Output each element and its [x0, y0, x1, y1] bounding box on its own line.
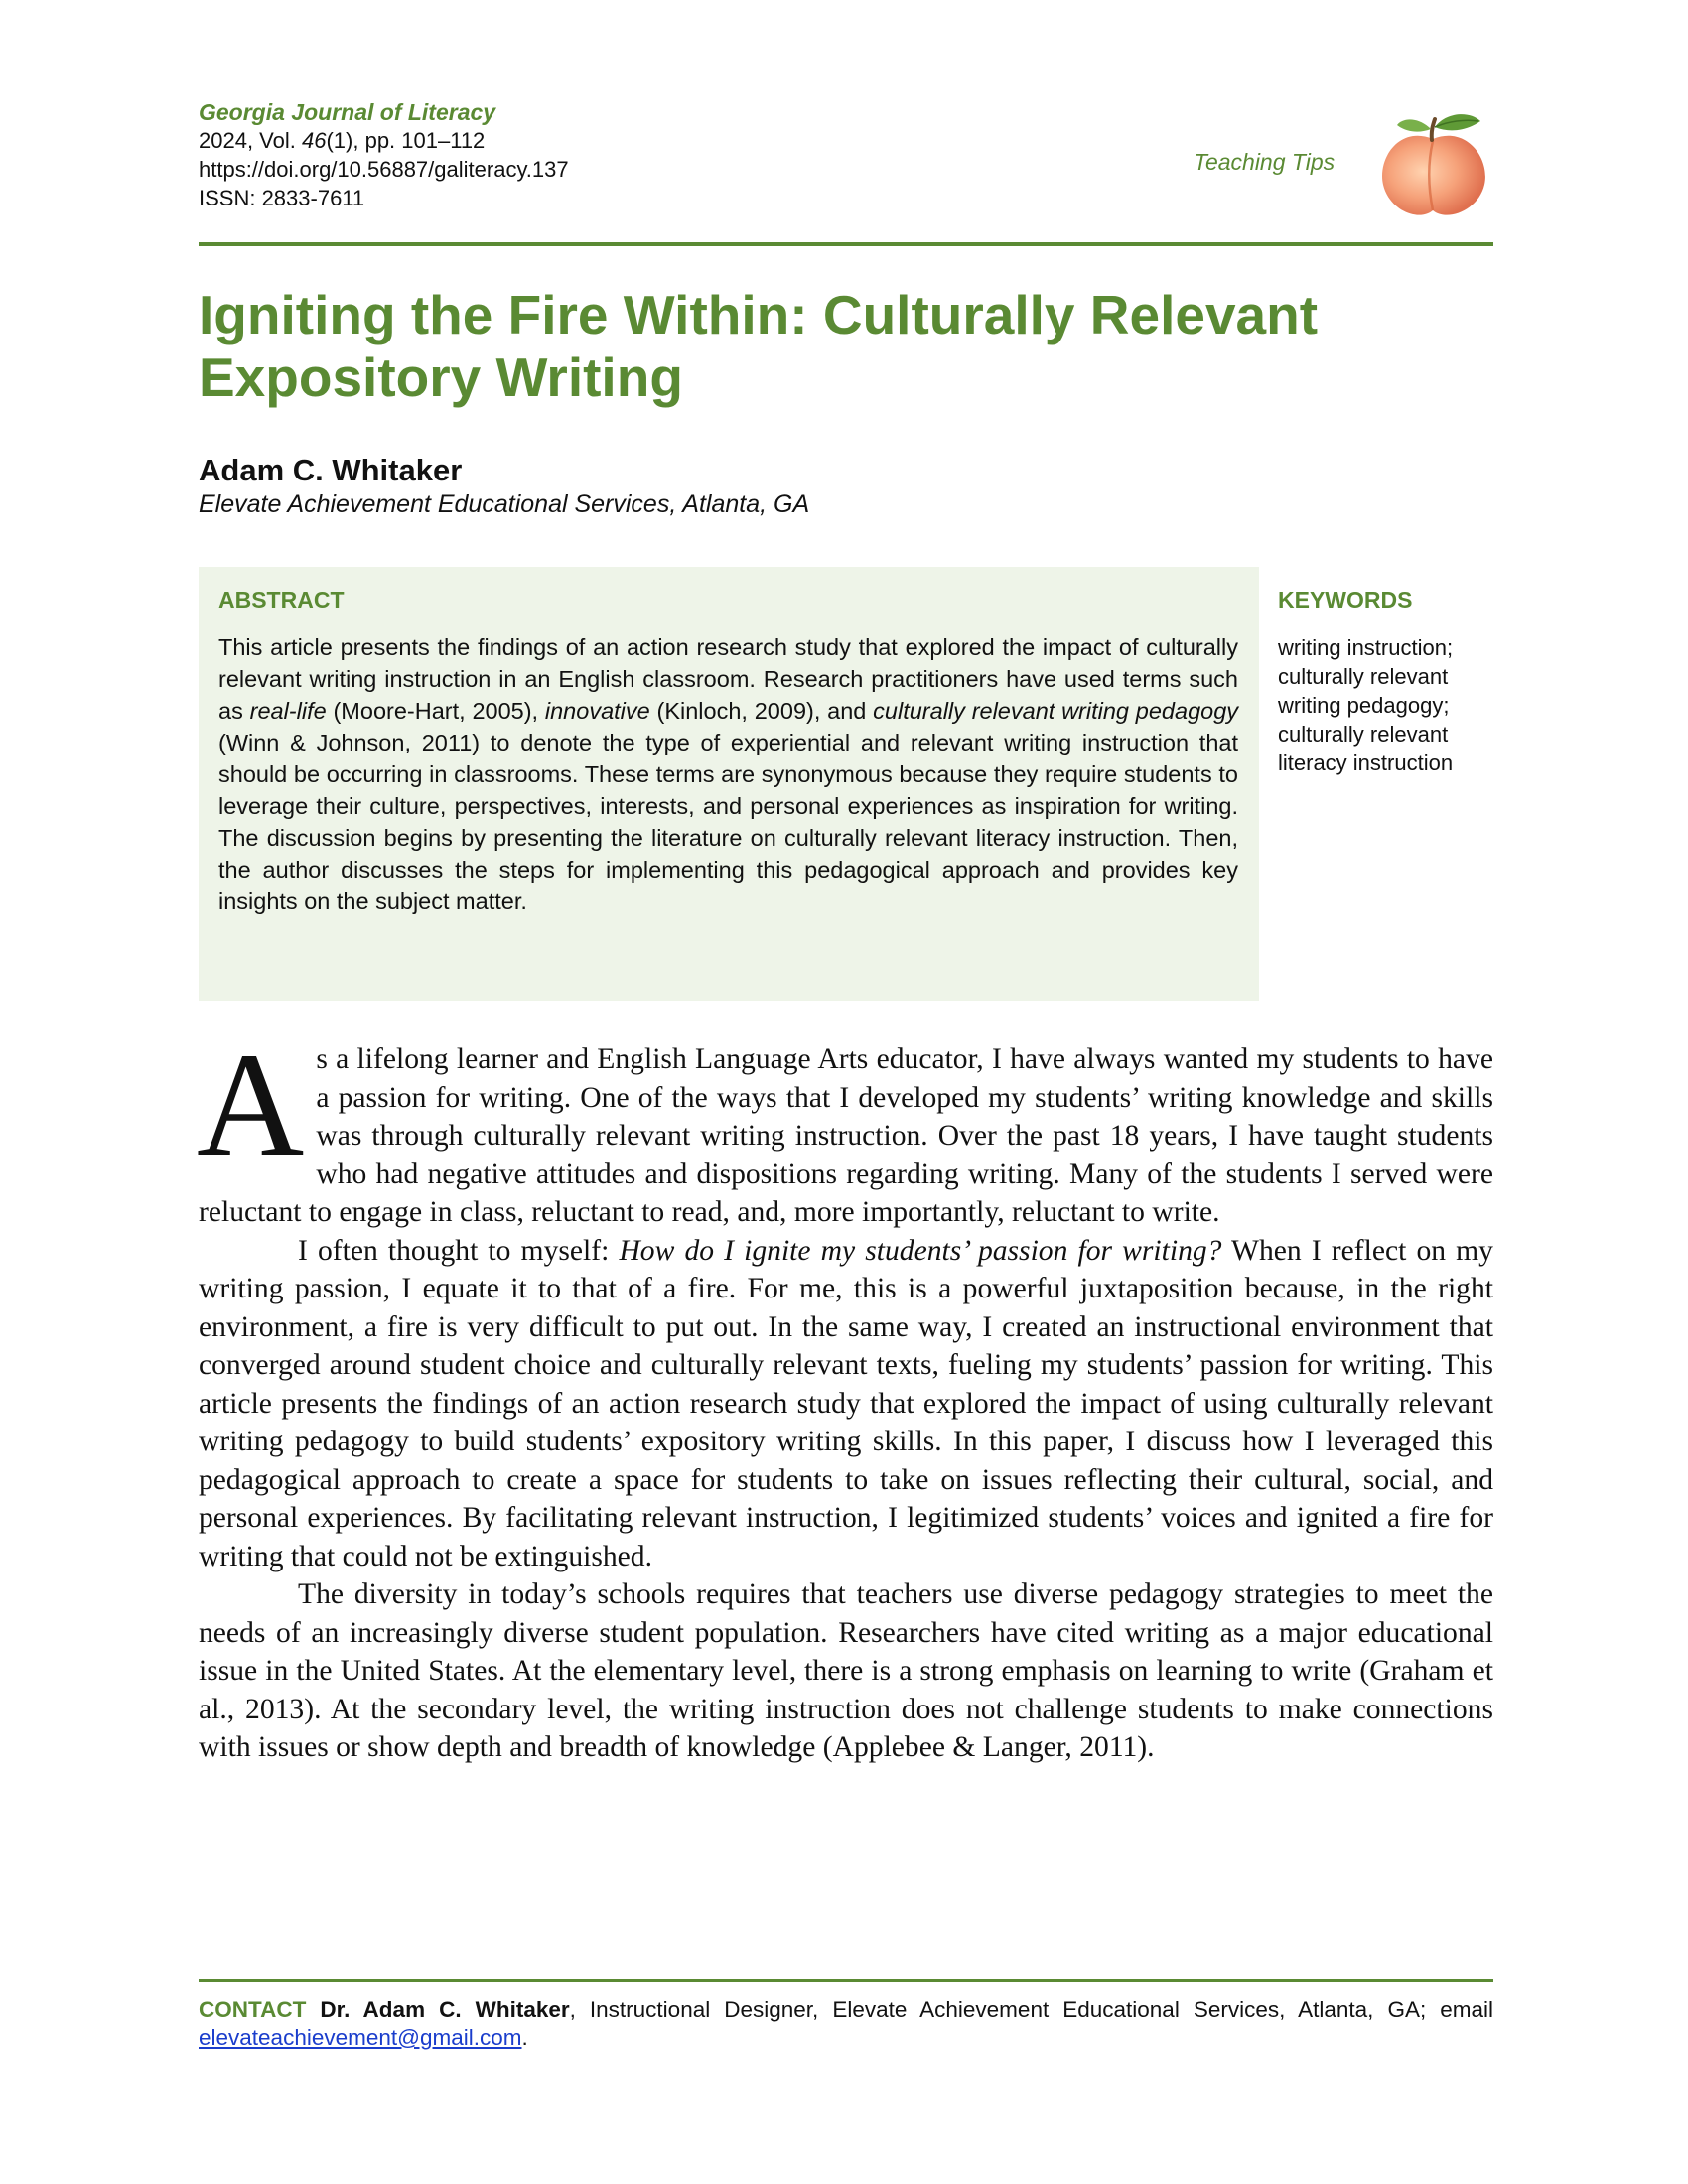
keywords-heading: KEYWORDS — [1278, 587, 1413, 613]
footer-divider — [199, 1979, 1493, 1982]
paragraph-text: I often thought to myself: — [298, 1234, 620, 1267]
abstract-term: culturally relevant writing pedagogy — [873, 698, 1239, 724]
journal-name: Georgia Journal of Literacy — [199, 99, 496, 125]
issue-info — [199, 128, 485, 154]
issue-year: 2024, Vol. — [199, 128, 302, 153]
article-body — [197, 1023, 1493, 1767]
paragraph-text: s a lifelong learner and English Language Arts educator, I have always wanted my students to have a passion for writing. One of the ways that I developed my students’ writing knowledge and skills was through culturally relevant writing instruction. Over the past 18 years, I have taught students who had negative attitudes and dispositions regarding writing. Many of the students I served were reluctant to engage in class, reluctant to read, and, more importantly, reluctant to write. — [199, 1043, 1493, 1228]
keywords-list — [1278, 633, 1491, 777]
keyword-item: culturally relevant writing pedagogy; — [1278, 664, 1450, 718]
contact-info — [199, 1996, 1493, 2052]
abstract-text — [218, 631, 1238, 917]
abstract-term: innovative — [544, 698, 650, 724]
keyword-item: writing instruction; — [1278, 635, 1454, 660]
issue-pages: (1), pp. 101–112 — [326, 128, 486, 153]
abstract-part: (Kinloch, 2009), and — [649, 698, 874, 724]
section-label: Teaching Tips — [1194, 149, 1336, 175]
author-name: Adam C. Whitaker — [199, 453, 463, 487]
issn: ISSN: 2833-7611 — [199, 186, 365, 210]
contact-email-link[interactable]: elevateachievement@gmail.com — [199, 2025, 522, 2050]
contact-name: Dr. Adam C. Whitaker — [320, 1997, 570, 2022]
body-paragraph — [197, 1023, 1493, 1232]
header-divider — [199, 242, 1493, 246]
abstract-box — [199, 567, 1259, 1001]
article-title: Igniting the Fire Within: Culturally Relevant Expository Writing — [199, 284, 1319, 408]
rhetorical-question: How do I ignite my students’ passion for writing? — [619, 1234, 1222, 1267]
keyword-item: culturally relevant literacy instruction — [1278, 722, 1454, 775]
abstract-part: (Moore-Hart, 2005), — [326, 698, 545, 724]
body-paragraph — [199, 1232, 1493, 1576]
peach-icon — [1375, 107, 1490, 222]
contact-details: , Instructional Designer, Elevate Achievement Educational Services, Atlanta, GA; email — [569, 1997, 1494, 2022]
journal-header — [199, 99, 1489, 243]
abstract-part: This article presents the findings of an action research study that explored the impact of culturally relevant writing instruction in an English classroom. Research practitioners have used terms such as — [218, 634, 1238, 724]
drop-cap: A — [197, 1023, 305, 1187]
body-paragraph: The diversity in today’s schools requires that teachers use diverse pedagogy strategies to meet the needs of an increasingly diverse student population. Researchers have cited writing as a major educational issue in the United States. At the elementary level, there is a strong emphasis on learning to write (Graham et al., 2013). At the secondary level, the writing instruction does not challenge students to make connections with issues or show depth and breadth of knowledge (Applebee & Langer, 2011). — [199, 1578, 1493, 1763]
abstract-term: real-life — [249, 698, 327, 724]
issue-volume: 46 — [301, 128, 327, 153]
author-affiliation: Elevate Achievement Educational Services, Atlanta, GA — [199, 490, 810, 518]
abstract-heading: ABSTRACT — [218, 587, 345, 613]
abstract-part: (Winn & Johnson, 2011) to denote the type of experiential and relevant writing instruction that should be occurring in classrooms. These terms are synonymous because they require students to leverage their culture, perspectives, interests, and personal experiences as inspiration for writing. The discussion begins by presenting the literature on culturally relevant literacy instruction. Then, the author discusses the steps for implementing this pedagogical approach and provides key insights on the subject matter. — [218, 730, 1238, 914]
paragraph-text: When I reflect on my writing passion, I equate it to that of a fire. For me, this is a powerful juxtaposition because, in the right environment, a fire is very difficult to put out. In the same way, I created an instructional environment that converged around student choice and culturally relevant texts, fueling my students’ passion for writing. This article presents the findings of an action research study that explored the impact of using culturally relevant writing pedagogy to build students’ expository writing skills. In this paper, I discuss how I leveraged this pedagogical approach to create a space for students to take on issues reflecting their cultural, social, and personal experiences. By facilitating relevant instruction, I legitimized students’ voices and ignited a fire for writing that could not be extinguished. — [199, 1234, 1493, 1572]
contact-end: . — [521, 2025, 528, 2050]
contact-label: CONTACT — [199, 1997, 307, 2022]
doi-link[interactable]: https://doi.org/10.56887/galiteracy.137 — [199, 157, 569, 182]
